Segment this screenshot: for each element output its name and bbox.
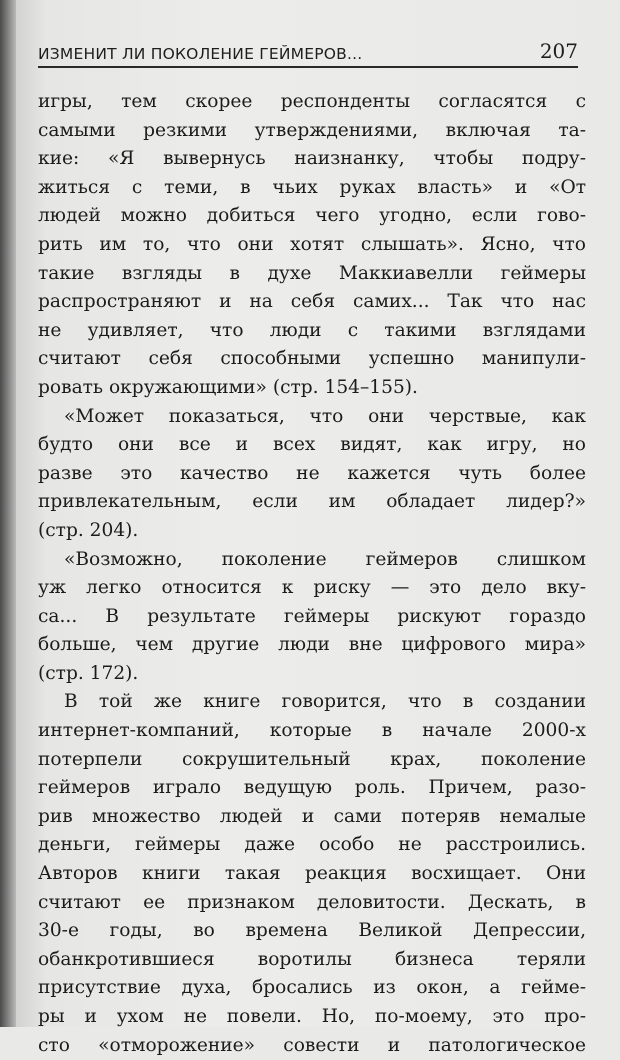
text-line: людей можно добиться чего угодно, если гово- [38, 205, 586, 227]
text-line: рив множество людей и сами потеряв немалые [38, 805, 586, 827]
text-line: потерпели сокрушительный крах, поколение [38, 748, 586, 770]
text-line: присутствие духа, бросались из окон, а гейме- [38, 977, 586, 999]
text-line: считают себя способными успешно манипули- [38, 348, 586, 370]
text-line: геймеров играло ведущую роль. Причем, разо- [38, 777, 586, 799]
text-line: «Возможно, поколение геймеров слишком [64, 548, 586, 570]
text-line: больше, чем другие люди вне цифрового мира» [38, 634, 586, 656]
text-line: игры, тем скорее респонденты согласятся с [38, 91, 586, 112]
text-line: (стр. 172). [38, 662, 139, 684]
text-line: сто «отморожение» совести и патологическое [38, 1034, 586, 1056]
text-line: самыми резкими утверждениями, включая та- [38, 119, 586, 141]
text-line: «Может показаться, что они черствые, как [64, 405, 586, 427]
text-line: кие: «Я вывернусь наизнанку, чтобы подру- [38, 148, 586, 170]
text-line: такие взгляды в духе Маккиавелли геймеры [38, 262, 586, 284]
text-line: интернет-компаний, которые в начале 2000-х [38, 720, 586, 742]
text-line: распространяют и на себя самих... Так что нас [38, 291, 586, 313]
text-line: Авторов книги такая реакция восхищает. Они [38, 863, 586, 885]
running-title: ИЗМЕНИТ ЛИ ПОКОЛЕНИЕ ГЕЙМЕРОВ... [38, 45, 363, 63]
page-number: 207 [539, 39, 578, 63]
book-page [16, 0, 620, 1056]
text-line: ровать окружающими» (стр. 154–155). [38, 376, 418, 398]
text-line: уж легко относится к риску — это дело вку- [38, 577, 586, 599]
text-line: считают ее признаком деловитости. Дескать, в [38, 891, 586, 913]
text-line: будто они все и всех видят, как игру, но [38, 434, 586, 456]
text-line: деньги, геймеры даже особо не расстроились. [38, 834, 586, 856]
text-line: В той же книге говорится, что в создании [64, 691, 586, 713]
text-line: обанкротившиеся воротилы бизнеса теряли [38, 948, 586, 970]
text-line: (стр. 204). [38, 519, 139, 541]
body-text [38, 88, 586, 1060]
text-line: разве это качество не кажется чуть более [38, 462, 586, 484]
text-line: привлекательным, если им обладает лидер?» [38, 491, 586, 513]
text-line: не удивляет, что люди с такими взглядами [38, 319, 586, 341]
text-line: са... В результате геймеры рискуют гораздо [38, 605, 586, 627]
page-header [38, 32, 578, 68]
text-line: ры и ухом не повели. Но, по-моему, это про- [38, 1006, 586, 1027]
text-line: житься с теми, в чьих руках власть» и «От [38, 176, 586, 198]
text-line: 30-е годы, во времена Великой Депрессии, [38, 920, 586, 942]
text-line: рить им то, что они хотят слышать». Ясно, что [38, 233, 586, 255]
book-spine-shadow [0, 0, 16, 1027]
